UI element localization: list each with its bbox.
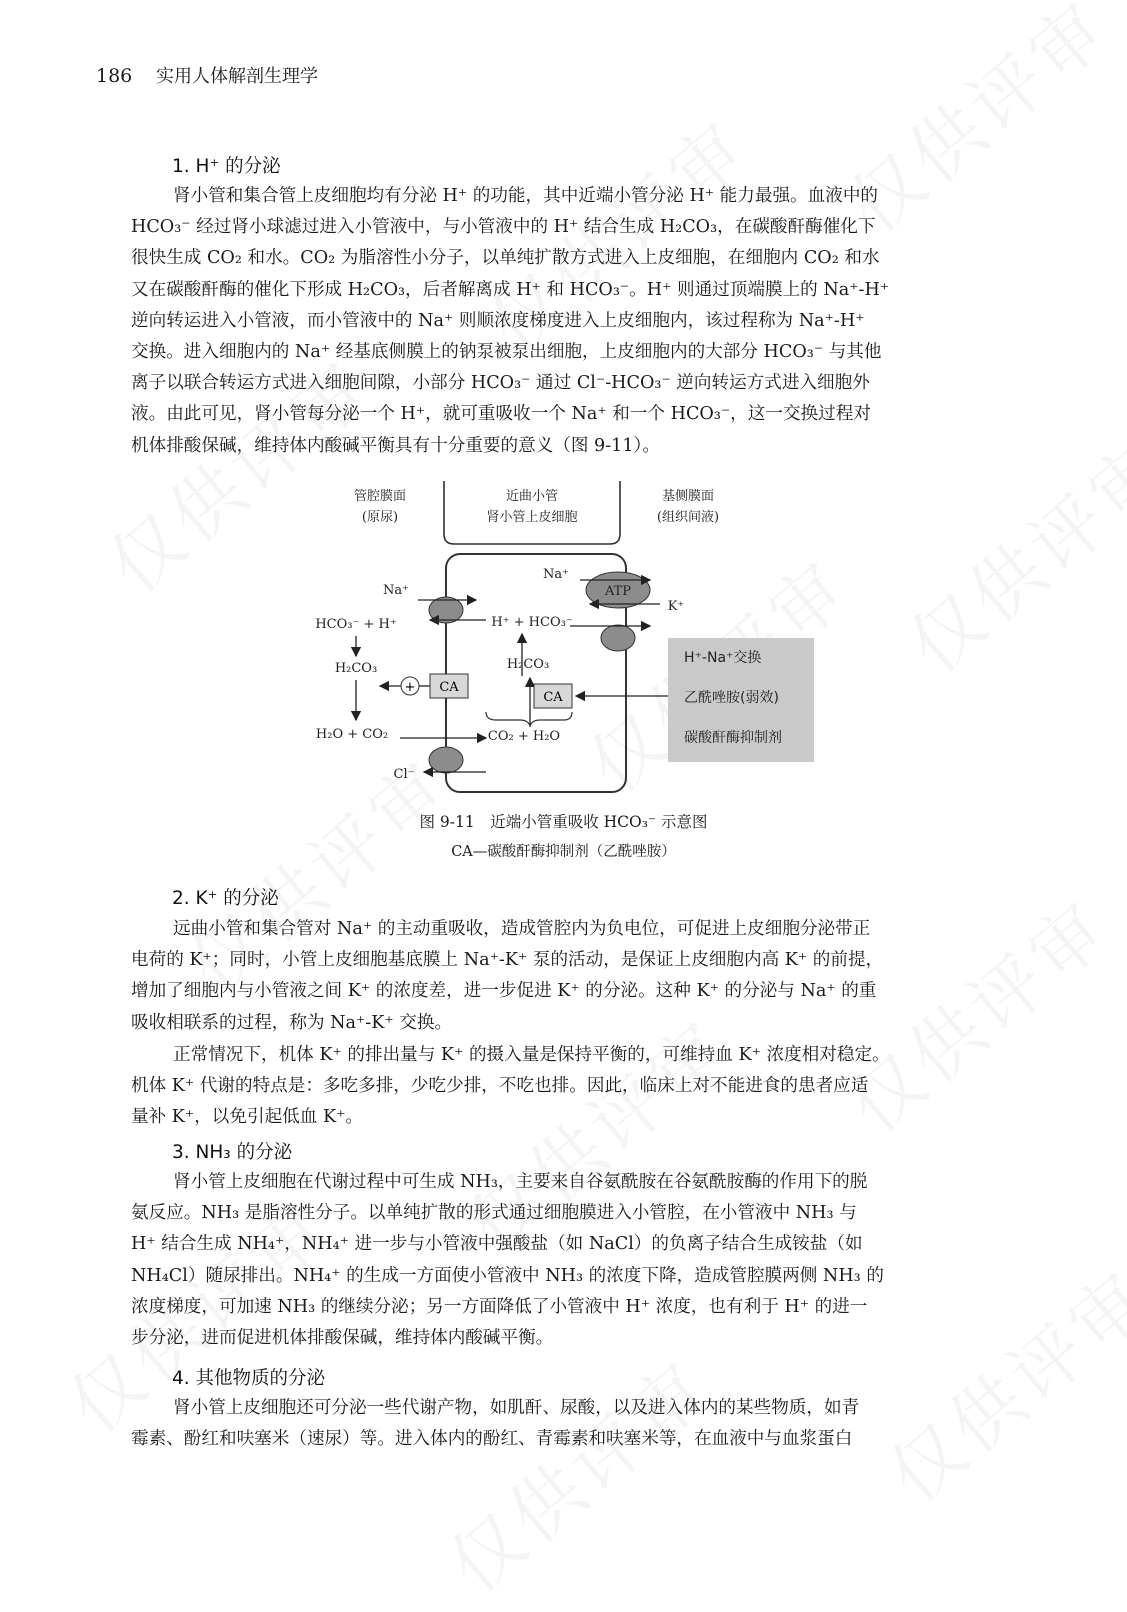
tubule-sub: 肾小管上皮细胞 bbox=[486, 510, 578, 525]
text-line: HCO₃⁻ 经过肾小球滤过进入小管液中，与小管液中的 H⁺ 结合生成 H₂CO₃，在碳酸酐酶催化下 bbox=[131, 217, 876, 238]
text-line: 离子以联合转运方式进入细胞间隙，小部分 HCO₃⁻ 通过 Cl⁻-HCO₃⁻ 逆向转运方式进入细胞外 bbox=[131, 373, 870, 394]
text-line: NH₄Cl）随尿排出。NH₄⁺ 的生成一方面使小管液中 NH₃ 的浓度下降，造成管腔膜两侧 NH₃ 的 bbox=[131, 1265, 884, 1286]
text-line: 增加了细胞内与小管液之间 K⁺ 的浓度差，进一步促进 K⁺ 的分泌。这种 K⁺ 的分泌与 Na⁺ 的重 bbox=[131, 981, 877, 1002]
running-header bbox=[96, 62, 318, 88]
text-line: 量补 K⁺，以免引起低血 K⁺。 bbox=[131, 1107, 363, 1128]
figure-9-11-diagram bbox=[300, 476, 830, 796]
k-right-label: K⁺ bbox=[667, 599, 685, 614]
text-line: 机体 K⁺ 代谢的特点是：多吃多排，少吃少排，不吃也排。因此，临床上对不能进食的患者应适 bbox=[131, 1076, 869, 1097]
text-line: 氨反应。NH₃ 是脂溶性分子。以单纯扩散的形式通过细胞膜进入小管腔，在小管液中 NH₃ 与 bbox=[131, 1203, 857, 1224]
paragraph-k-secretion-2 bbox=[131, 1040, 996, 1134]
left-transporter-bottom bbox=[429, 747, 463, 773]
plus-label: + bbox=[404, 680, 416, 695]
ca-label-left: CA bbox=[439, 680, 459, 695]
h2co3-cell-label: H₂CO₃ bbox=[506, 657, 550, 672]
book-title: 实用人体解剖生理学 bbox=[156, 66, 318, 87]
page-number: 186 bbox=[96, 65, 133, 87]
hco3-h-left-label: HCO₃⁻ + H⁺ bbox=[315, 617, 397, 632]
left-transporter-top bbox=[429, 597, 463, 623]
text-line: 正常情况下，机体 K⁺ 的排出量与 K⁺ 的摄入量是保持平衡的，可维持血 K⁺ 浓度相对稳定。 bbox=[173, 1045, 890, 1065]
text-line: 机体排酸保碱，维持体内酸碱平衡具有十分重要的意义（图 9-11）。 bbox=[131, 435, 660, 456]
text-line: 又在碳酸酐酶的催化下形成 H₂CO₃，后者解离成 H⁺ 和 HCO₃⁻。H⁺ 则通过顶端膜上的 Na⁺-H⁺ bbox=[131, 279, 890, 300]
section-heading-k-secretion: 2. K⁺ 的分泌 bbox=[172, 888, 279, 909]
inhibitor-line1: H⁺-Na⁺交换 bbox=[684, 650, 762, 666]
text-line: 电荷的 K⁺；同时，小管上皮细胞基底膜上 Na⁺-K⁺ 泵的活动，是保证上皮细胞内高 K⁺ 的前提， bbox=[131, 950, 884, 971]
text-line: 液。由此可见，肾小管每分泌一个 H⁺，就可重吸收一个 Na⁺ 和一个 HCO₃⁻，这一交换过程对 bbox=[131, 404, 871, 425]
section-heading-nh3-secretion: 3. NH₃ 的分泌 bbox=[172, 1142, 293, 1163]
co2-h2o-label: CO₂ + H₂O bbox=[487, 729, 561, 744]
text-line: 步分泌，进而促进机体排酸保碱，维持体内酸碱平衡。 bbox=[131, 1327, 554, 1348]
basal-label: 基侧膜面 bbox=[661, 489, 715, 504]
text-line: 很快生成 CO₂ 和水。CO₂ 为脂溶性小分子，以单纯扩散方式进入上皮细胞，在细胞内 CO₂ 和水 bbox=[131, 248, 880, 269]
luminal-sub: (原尿) bbox=[361, 510, 399, 525]
basal-sub: (组织间液) bbox=[656, 510, 720, 525]
text-line: 肾小管上皮细胞在代谢过程中可生成 NH₃，主要来自谷氨酰胺在谷氨酰胺酶的作用下的脱 bbox=[173, 1172, 868, 1192]
section-heading-other-secretion: 4. 其他物质的分泌 bbox=[172, 1368, 326, 1389]
text-line: 远曲小管和集合管对 Na⁺ 的主动重吸收，造成管腔内为负电位，可促进上皮细胞分泌带正 bbox=[173, 919, 871, 939]
paragraph-h-secretion bbox=[131, 181, 996, 462]
text-line: 逆向转运进入小管液，而小管液中的 Na⁺ 则顺浓度梯度进入上皮细胞内，该过程称为 Na⁺-H⁺ bbox=[131, 310, 865, 331]
figure-caption-note: CA—碳酸酐酶抑制剂（乙酰唑胺） bbox=[451, 844, 676, 860]
h2co3-left-label: H₂CO₃ bbox=[334, 661, 378, 676]
inhibitor-line3: 碳酸酐酶抑制剂 bbox=[684, 730, 782, 746]
inhibitor-line2: 乙酰唑胺(弱效) bbox=[684, 690, 779, 706]
paragraph-other-secretion bbox=[131, 1393, 996, 1455]
atp-label: ATP bbox=[604, 584, 632, 599]
ca-label-cell: CA bbox=[543, 690, 563, 705]
text-line: 肾小管上皮细胞还可分泌一些代谢产物，如肌酐、尿酸，以及进入体内的某些物质，如青 bbox=[173, 1398, 860, 1418]
figure-caption: 图 9-11 近端小管重吸收 HCO₃⁻ 示意图 bbox=[419, 813, 708, 831]
text-line: 肾小管和集合管上皮细胞均有分泌 H⁺ 的功能，其中近端小管分泌 H⁺ 能力最强。血液中的 bbox=[173, 186, 879, 206]
na-right-label: Na⁺ bbox=[543, 567, 569, 582]
na-left-label: Na⁺ bbox=[383, 583, 409, 598]
text-line: 霉素、酚红和呋塞米（速尿）等。进入体内的酚红、青霉素和呋塞米等，在血液中与血浆蛋白 bbox=[131, 1429, 853, 1450]
paragraph-nh3-secretion bbox=[131, 1167, 996, 1354]
paragraph-k-secretion-1 bbox=[131, 914, 996, 1039]
tubule-label: 近曲小管 bbox=[505, 489, 559, 504]
right-transporter bbox=[601, 625, 635, 651]
cl-label: Cl⁻ bbox=[393, 767, 415, 782]
text-line: 浓度梯度，可加速 NH₃ 的继续分泌；另一方面降低了小管液中 H⁺ 浓度，也有利于 H⁺ 的进一 bbox=[131, 1296, 868, 1317]
h2o-co2-label: H₂O + CO₂ bbox=[315, 727, 389, 742]
luminal-label: 管腔膜面 bbox=[353, 489, 407, 504]
h-hco3-cell-label: H⁺ + HCO₃⁻ bbox=[491, 615, 573, 630]
text-line: H⁺ 结合生成 NH₄⁺，NH₄⁺ 进一步与小管液中强酸盐（如 NaCl）的负离子结合生成铵盐（如 bbox=[131, 1234, 863, 1255]
section-heading-h-secretion: 1. H⁺ 的分泌 bbox=[172, 156, 281, 177]
text-line: 交换。进入细胞内的 Na⁺ 经基底侧膜上的钠泵被泵出细胞，上皮细胞内的大部分 HCO₃⁻ 与其他 bbox=[131, 341, 882, 362]
text-line: 吸收相联系的过程，称为 Na⁺-K⁺ 交换。 bbox=[131, 1012, 453, 1033]
